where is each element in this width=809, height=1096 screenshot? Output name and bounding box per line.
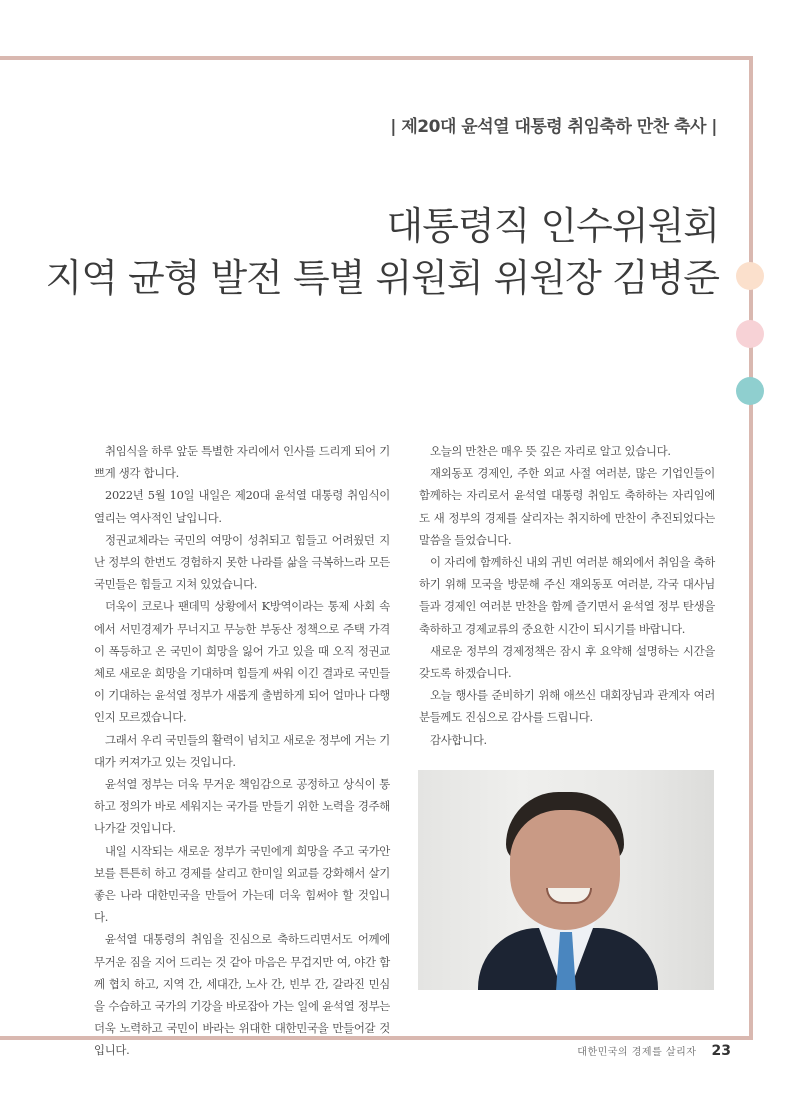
title-line-2: 지역 균형 발전 특별 위원회 위원장 김병준 — [45, 256, 719, 300]
paragraph: 내일 시작되는 새로운 정부가 국민에게 희망을 주고 국가안보를 튼튼히 하고 경제를 살리고 한미일 외교를 강화해서 살기 좋은 나라 대한민국을 만들어 가는데 더욱 힘써야 할 것입니다. — [94, 843, 390, 925]
page-frame-top — [0, 56, 752, 60]
paragraph: 윤석열 대통령의 취임을 진심으로 축하드리면서도 어께에 무거운 짐을 지어 드리는 것 같아 마음은 무겁지만 여, 야간 함께 협치 하고, 지역 간, 세대간, 노사 간, 빈부 간, 갈라진 민심을 수습하고 국가의 기강을 바로잡아 가는 일에 윤석열 정부는 더욱 노력하고 국민이 바라는 위대한 대한민국을 만들어갈 것입니다. — [94, 932, 390, 1058]
body-column-right — [419, 440, 715, 751]
page-number: 23 — [711, 1043, 731, 1059]
paragraph: 오늘의 만찬은 매우 뜻 깊은 자리로 알고 있습니다. — [430, 444, 671, 458]
photo-face — [510, 810, 620, 930]
page-title — [45, 200, 719, 304]
title-line-1: 대통령직 인수위원회 — [386, 204, 719, 248]
paragraph: 새로운 정부의 경제정책은 잠시 후 요약해 설명하는 시간을 갖도록 하겠습니다. — [419, 643, 715, 681]
body-column-left — [94, 440, 390, 1062]
paragraph: 취임식을 하루 앞둔 특별한 자리에서 인사를 드리게 되어 기쁘게 생각 합니다. — [94, 444, 390, 481]
section-label: | 제20대 윤석열 대통령 취임축하 만찬 축사 | — [390, 117, 717, 137]
page-footer — [577, 1040, 731, 1059]
paragraph: 더욱이 코로나 팬데믹 상황에서 K방역이라는 통제 사회 속에서 서민경제가 무너지고 무능한 부동산 정책으로 주택 가격이 폭등하고 온 국민이 희망을 잃어 가고 있을 때 오직 정권교체로 새로운 희망을 기대하며 힘들게 싸워 이긴 결과로 국민들이 기대하는 윤석열 정부가 새롭게 출범하게 되어 얼마나 다행인지 모르겠습니다. — [94, 599, 390, 725]
paragraph: 윤석열 정부는 더욱 무거운 책임감으로 공정하고 상식이 통하고 정의가 바로 세워지는 국가를 만들기 위한 노력을 경주해 나가갈 것입니다. — [94, 777, 390, 836]
decorative-dot-peach — [736, 262, 764, 290]
paragraph: 2022년 5월 10일 내일은 제20대 윤석열 대통령 취임식이 열리는 역사적인 날입니다. — [94, 488, 390, 525]
paragraph: 그래서 우리 국민들의 활력이 넘치고 새로운 정부에 거는 기대가 커져가고 있는 것입니다. — [94, 732, 390, 769]
paragraph: 감사합니다. — [430, 732, 487, 747]
paragraph: 이 자리에 함께하신 내외 귀빈 여러분 해외에서 취임을 축하하기 위해 모국을 방문해 주신 재외동포 여러분, 각국 대사님들과 경제인 여러분 만찬을 함께 즐기면서 윤석열 정부 탄생을 축하하고 경제교류의 중요한 시간이 되시기를 바랍니다. — [419, 555, 715, 636]
portrait-photo — [418, 770, 714, 990]
decorative-dot-pink — [736, 320, 764, 348]
page-frame-right — [749, 56, 753, 1040]
publication-name: 대한민국의 경제를 살리자 — [577, 1047, 697, 1058]
paragraph: 정권교체라는 국민의 여망이 성취되고 힘들고 어려웠던 지난 정부의 한번도 경험하지 못한 나라를 삶을 극복하느라 모든 국민들은 힘들고 지쳐 있었습니다. — [94, 532, 390, 592]
decorative-dot-teal — [736, 377, 764, 405]
paragraph: 오늘 행사를 준비하기 위해 애쓰신 대회장님과 관계자 여러분들께도 진심으로 감사를 드립니다. — [419, 688, 715, 725]
paragraph: 재외동포 경제인, 주한 외교 사절 여러분, 많은 기업인들이 함께하는 자리로서 윤석열 대통령 취임도 축하하는 자리임에도 새 정부의 경제를 살리자는 취지하에 만찬이 추진되었다는 말씀을 들었습니다. — [419, 466, 715, 547]
